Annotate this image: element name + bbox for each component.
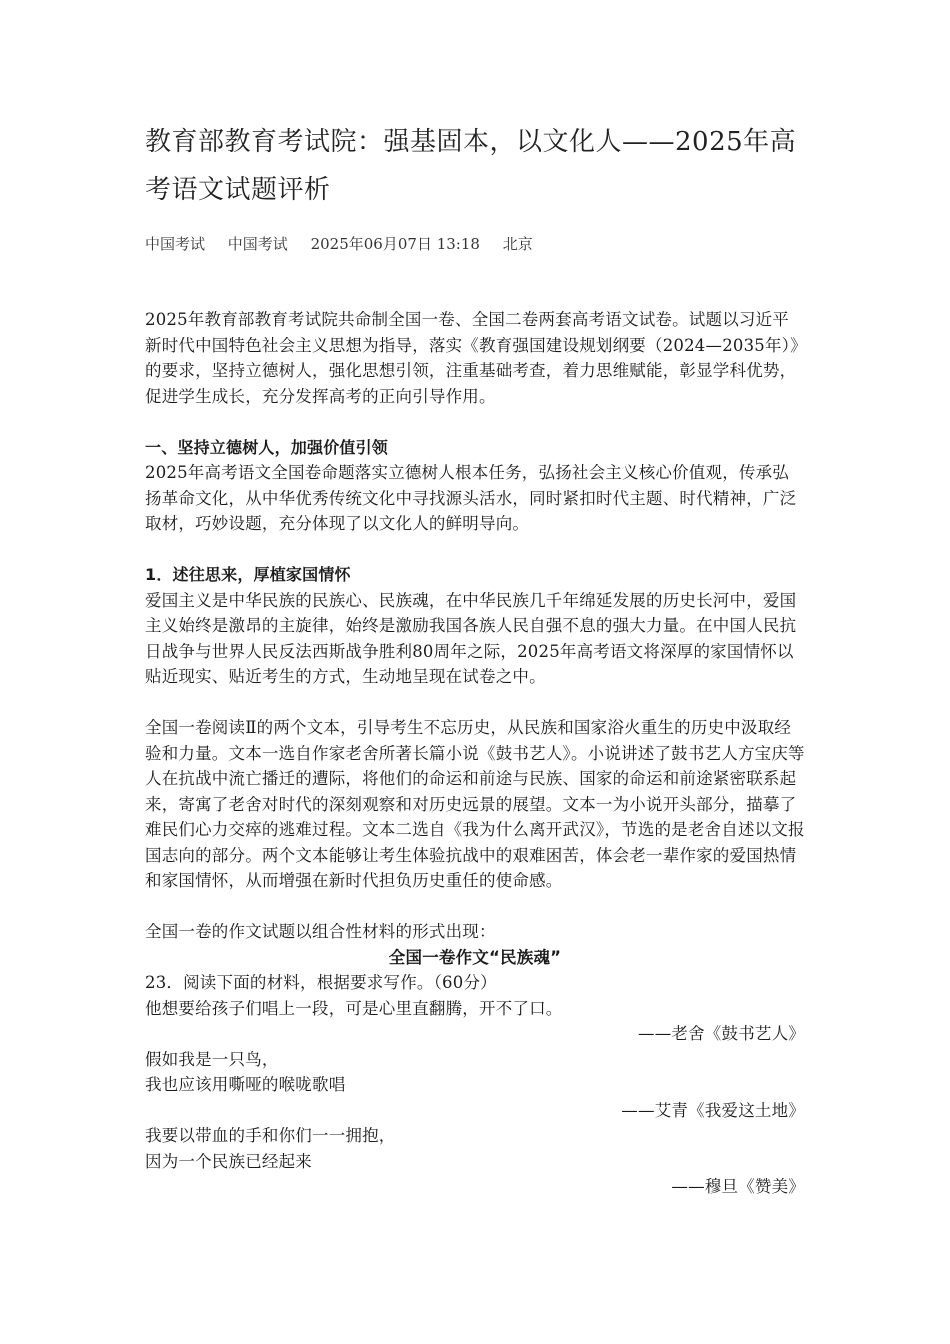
meta-location: 北京	[502, 235, 533, 253]
quote-line: 他想要给孩子们唱上一段，可是心里直翻腾，开不了口。	[145, 998, 563, 1018]
quote-attribution: ——穆旦《赞美》	[671, 1177, 805, 1196]
subsection-heading: 1．述往思来，厚植家国情怀	[145, 565, 351, 584]
essay-heading: 全国一卷作文“民族魂”	[388, 947, 562, 967]
quote-line: 因为一个民族已经起来	[145, 1151, 312, 1171]
meta-source: 中国考试	[145, 235, 206, 253]
section-heading: 一、坚持立德树人，加强价值引领	[145, 437, 389, 457]
section-paragraph: 2025年高考语文全国卷命题落实立德树人根本任务，弘扬社会主义核心价值观，传承弘扬革命文化，从中华优秀传统文化中寻找源头活水，同时紧扣时代主题、时代精神，广泛取材，巧妙设题，充分体现了以文化人的鲜明导向。	[145, 463, 797, 533]
intro-paragraph: 2025年教育部教育考试院共命制全国一卷、全国二卷两套高考语文试卷。试题以习近平新时代中国特色社会主义思想为指导，落实《教育强国建设规划纲要（2024—2035年）》的要求，坚持立德树人，强化思想引领，注重基础考查，着力思维赋能，彰显学科优势，促进学生成长，充分发挥高考的正向引导作用。	[145, 310, 799, 406]
meta-datetime: 2025年06月07日 13:18	[310, 235, 480, 253]
meta-author: 中国考试	[227, 235, 288, 253]
quote-attribution: ——老舍《鼓书艺人》	[638, 1024, 805, 1043]
essay-question: 23．阅读下面的材料，根据要求写作。（60分）	[145, 973, 497, 992]
article-title: 教育部教育考试院：强基固本，以文化人——2025年高考语文试题评析	[145, 127, 797, 205]
quote-attribution: ——艾青《我爱这土地》	[621, 1100, 805, 1120]
quote-line: 我要以带血的手和你们一一拥抱，	[145, 1126, 396, 1145]
quote-line: 我也应该用嘶哑的喉咙歌唱	[145, 1075, 346, 1094]
quote-line: 假如我是一只鸟，	[145, 1049, 279, 1069]
body-paragraph: 爱国主义是中华民族的民族心、民族魂，在中华民族几千年绵延发展的历史长河中，爱国主义始终是激昂的主旋律，始终是激励我国各族人民自强不息的强大力量。在中国人民抗日战争与世界人民反法西斯战争胜利80周年之际，2025年高考语文将深厚的家国情怀以贴近现实、贴近考生的方式，生动地呈现在试卷之中。	[145, 590, 797, 686]
body-paragraph: 全国一卷的作文试题以组合性材料的形式出现：	[145, 922, 496, 941]
article-body	[145, 307, 805, 1200]
body-paragraph: 全国一卷阅读Ⅱ的两个文本，引导考生不忘历史，从民族和国家浴火重生的历史中汲取经验和力量。文本一选自作家老舍所著长篇小说《鼓书艺人》。小说讲述了鼓书艺人方宝庆等人在抗战中流亡播迁的遭际，将他们的命运和前途与民族、国家的命运和前途紧密联系起来，寄寓了老舍对时代的深刻观察和对历史远景的展望。文本一为小说开头部分，描摹了难民们心力交瘁的逃难过程。文本二选自《我为什么离开武汉》，节选的是老舍自述以文报国志向的部分。两个文本能够让考生体验抗战中的艰难困苦，体会老一辈作家的爱国热情和家国情怀，从而增强在新时代担负历史重任的使命感。	[145, 718, 805, 890]
article-meta	[145, 233, 551, 254]
